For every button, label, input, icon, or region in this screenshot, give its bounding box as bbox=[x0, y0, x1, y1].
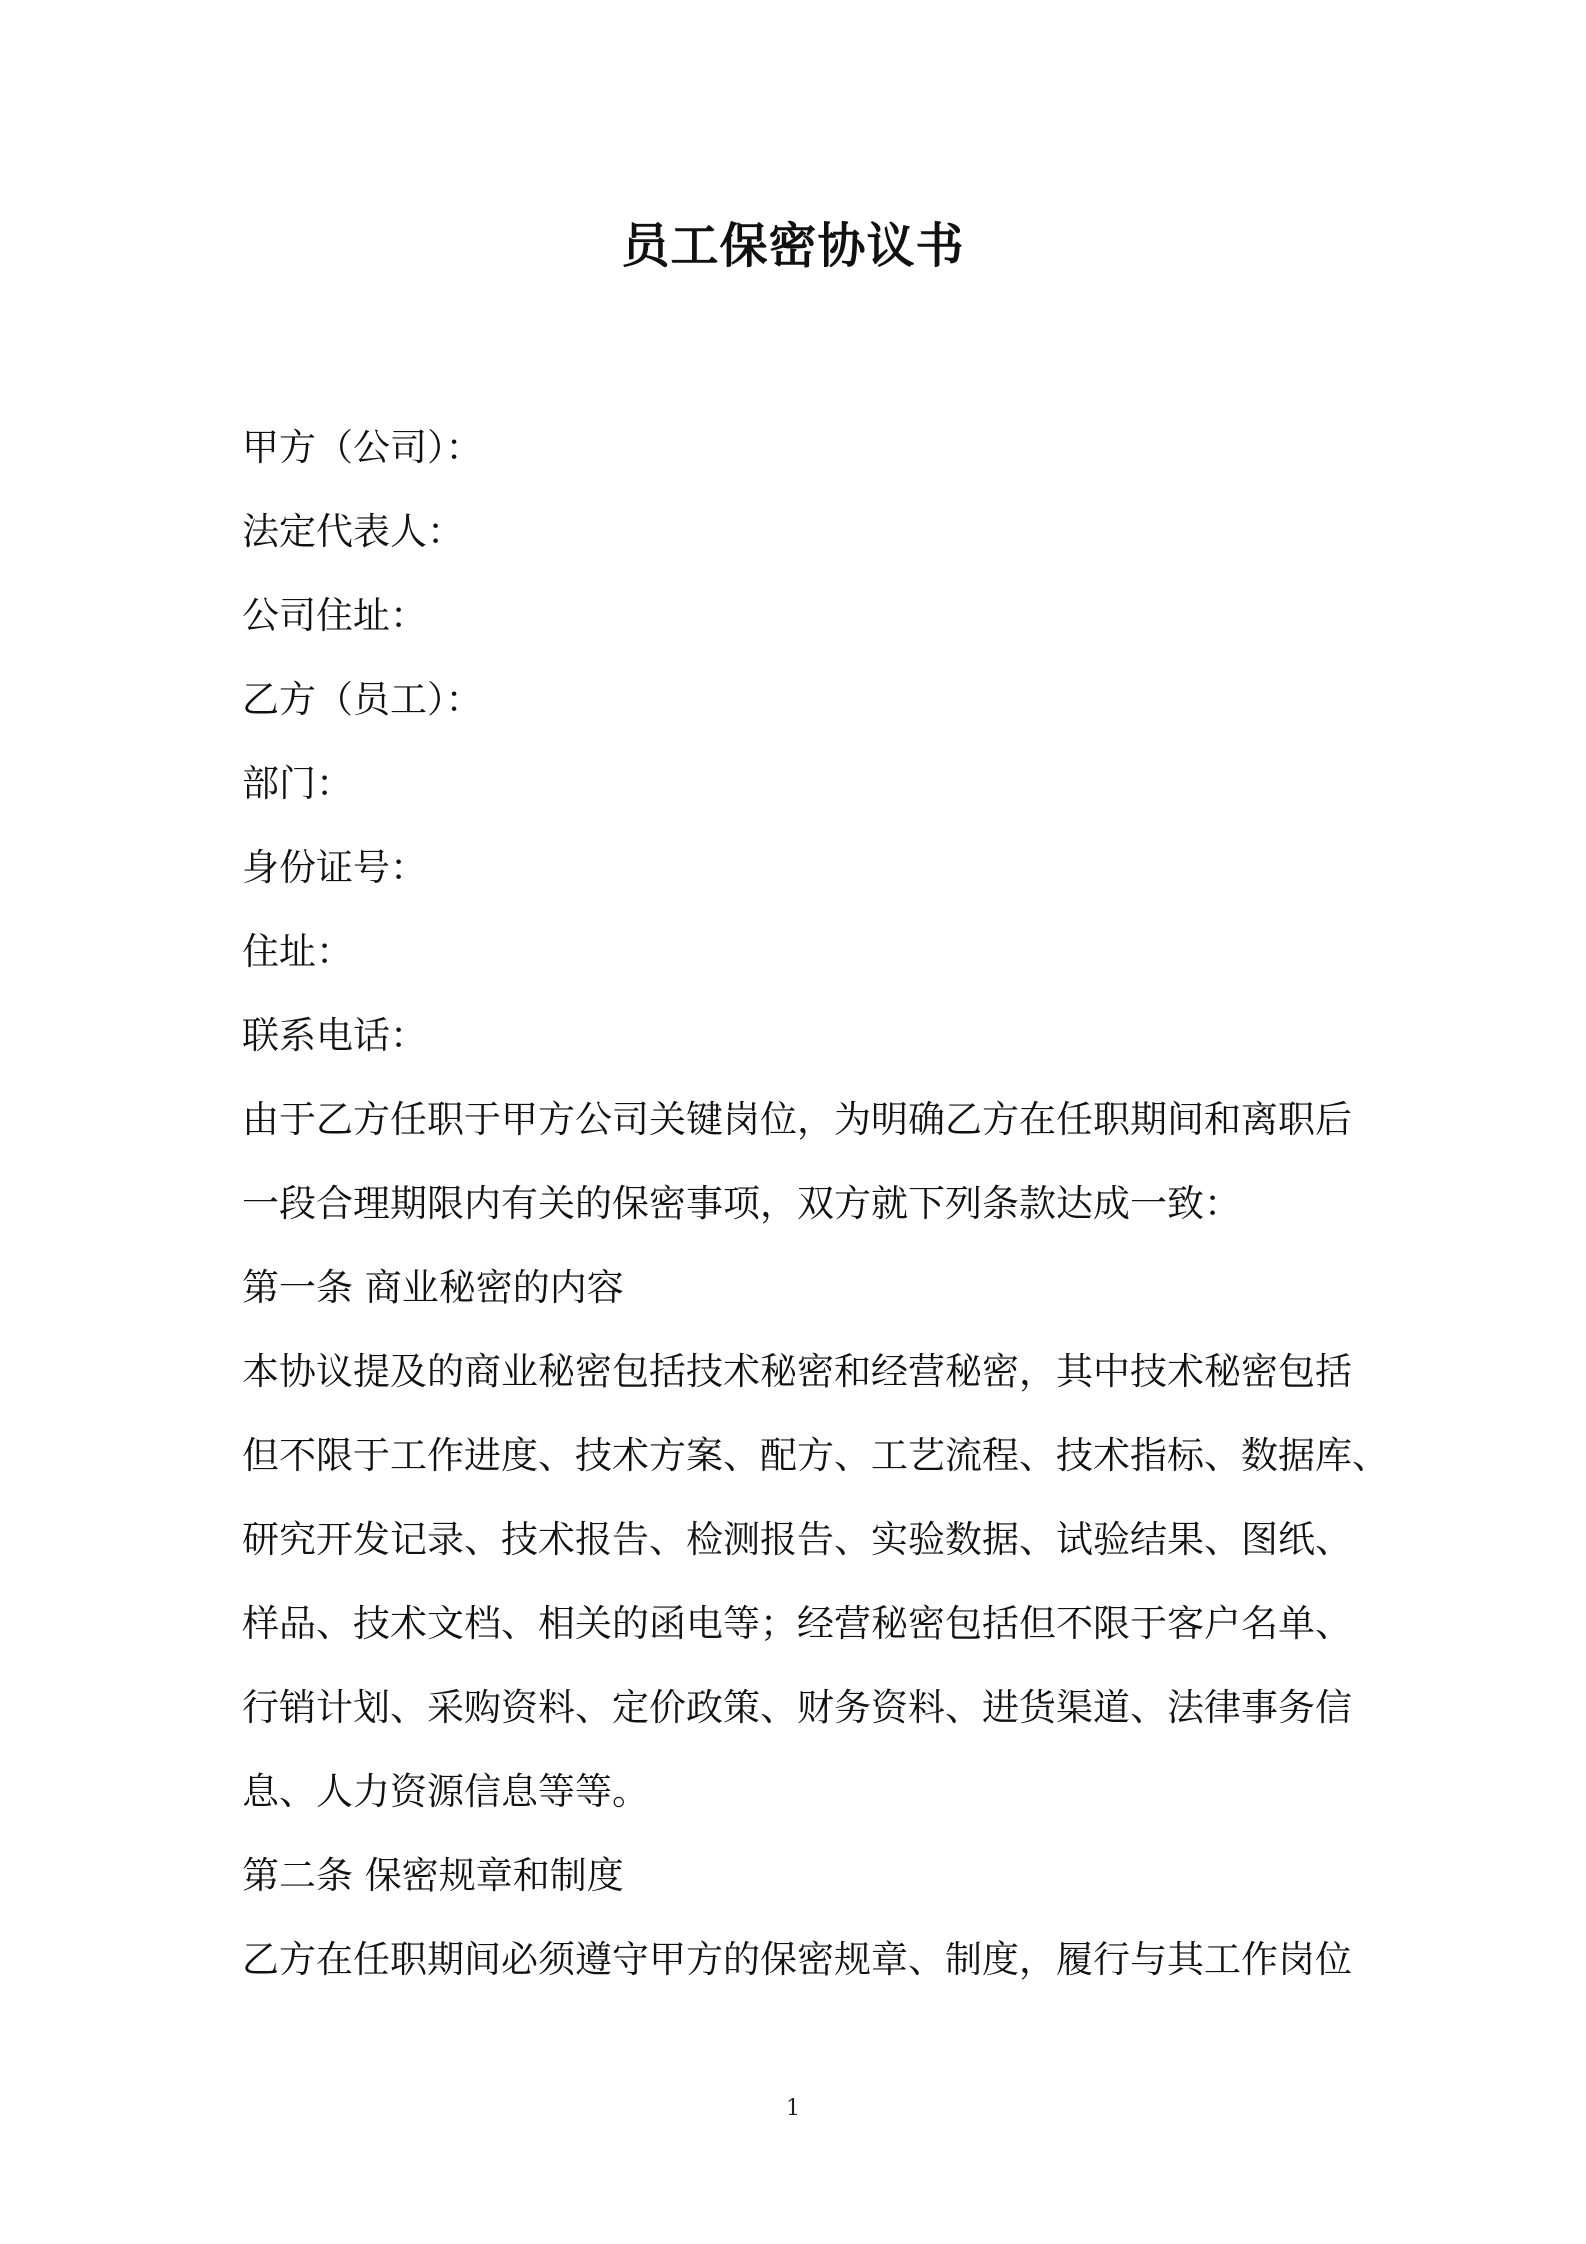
article-1-paragraph-line: 本协议提及的商业秘密包括技术秘密和经营秘密，其中技术秘密包括 bbox=[242, 1350, 1352, 1393]
article-1-paragraph-line: 行销计划、采购资料、定价政策、财务资料、进货渠道、法律事务信 bbox=[242, 1686, 1352, 1729]
preamble-line: 由于乙方任职于甲方公司关键岗位，为明确乙方在任职期间和离职后 bbox=[242, 1098, 1352, 1141]
party-a-company-field: 甲方（公司）： bbox=[242, 426, 483, 469]
article-1-paragraph-line: 样品、技术文档、相关的函电等；经营秘密包括但不限于客户名单、 bbox=[242, 1602, 1352, 1645]
id-number-field: 身份证号： bbox=[242, 846, 427, 889]
article-2-paragraph-line: 乙方在任职期间必须遵守甲方的保密规章、制度，履行与其工作岗位 bbox=[242, 1938, 1352, 1981]
article-2-heading: 第二条 保密规章和制度 bbox=[242, 1854, 624, 1897]
article-1-paragraph-line: 息、人力资源信息等等。 bbox=[242, 1770, 649, 1813]
phone-field: 联系电话： bbox=[242, 1014, 427, 1057]
page-number: 1 bbox=[786, 2096, 800, 2121]
company-address-field: 公司住址： bbox=[242, 594, 427, 637]
article-1-heading: 第一条 商业秘密的内容 bbox=[242, 1266, 624, 1309]
address-field: 住址： bbox=[242, 930, 353, 973]
department-field: 部门： bbox=[242, 762, 353, 805]
preamble-line: 一段合理期限内有关的保密事项，双方就下列条款达成一致： bbox=[242, 1182, 1241, 1225]
article-1-paragraph-line: 但不限于工作进度、技术方案、配方、工艺流程、技术指标、数据库、 bbox=[242, 1434, 1389, 1477]
document-title: 员工保密协议书 bbox=[621, 218, 965, 274]
document-body bbox=[242, 406, 1389, 2002]
party-b-employee-field: 乙方（员工）： bbox=[242, 678, 483, 721]
article-1-paragraph-line: 研究开发记录、技术报告、检测报告、实验数据、试验结果、图纸、 bbox=[242, 1518, 1352, 1561]
legal-representative-field: 法定代表人： bbox=[242, 510, 464, 553]
